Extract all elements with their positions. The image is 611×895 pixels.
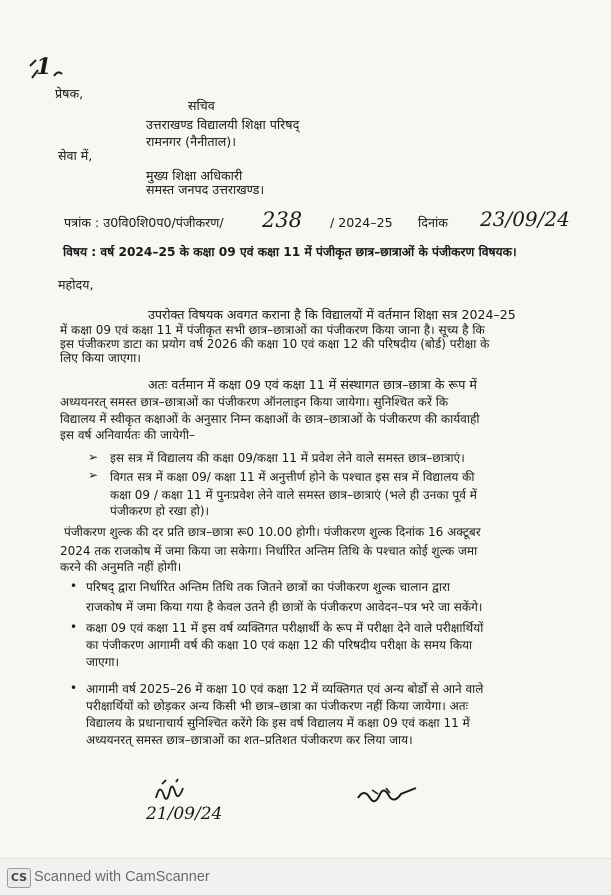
officer-signature	[352, 780, 422, 810]
arrow-item-1: इस सत्र में विद्यालय की कक्षा 09/कक्षा 11 में प्रवेश लेने वाले समस्त छात्र–छात्राएं।	[110, 451, 465, 465]
scanner-watermark-text: Scanned with CamScanner	[34, 869, 210, 885]
dot-item-1-line1: परिषद् द्वारा निर्धारित अन्तिम तिथि तक जितने छात्रों का पंजीकरण शुल्क चालान द्वारा	[86, 580, 450, 594]
recipient-district: समस्त जनपद उत्तराखण्ड।	[146, 182, 265, 197]
dot-item-3-line3: विद्यालय के प्रधानाचार्य सुनिश्चित करेंगे कि इस वर्ष विद्यालय में कक्षा 09 एवं कक्षा 11 में	[86, 716, 470, 730]
reference-year: / 2024–25	[330, 215, 393, 230]
para1-line3: इस पंजीकरण डाटा का प्रयोग वर्ष 2026 की कक्षा 10 एवं कक्षा 12 की परिषदीय (बोर्ड) परीक्षा के	[60, 337, 490, 351]
para2-line2: अध्ययनरत् समस्त छात्र–छात्राओं का पंजीकरण ऑनलाइन किया जायेगा। सुनिश्चित करें कि	[60, 395, 449, 409]
arrow-item-2-line1: विगत सत्र में कक्षा 09/ कक्षा 11 में अनुत्तीर्ण होने के पश्चात इस सत्र में विद्यालय की	[110, 470, 475, 484]
sender-label: प्रेषक,	[55, 86, 84, 101]
dot-item-3-line2: परीक्षार्थियों को छोड़कर अन्य किसी भी छात्र–छात्रा का पंजीकरण नहीं किया जायेगा। अतः	[86, 699, 469, 713]
dot-bullet-icon: •	[70, 579, 78, 593]
camscanner-logo-icon: CS	[7, 868, 31, 888]
para1-line4: लिए किया जाएगा।	[60, 351, 141, 365]
dot-item-3-line1: आगामी वर्ष 2025–26 में कक्षा 10 एवं कक्षा 12 में व्यक्तिगत एवं अन्य बोर्डों से आने वाले	[86, 682, 484, 696]
arrow-item-2-line3: पंजीकरण हो रखा हो)।	[110, 504, 210, 518]
para2-line1: अतः वर्तमान में कक्षा 09 एवं कक्षा 11 में संस्थागत छात्र–छात्रा के रूप में	[148, 377, 477, 392]
reference-number: 238	[262, 208, 303, 232]
recipient-title: मुख्य शिक्षा अधिकारी	[146, 168, 243, 183]
corner-scribble	[26, 56, 66, 86]
reference-prefix: पत्रांक : उ0वि0शि0प0/पंजीकरण/	[64, 215, 224, 230]
para2-line4: इस वर्ष अनिवार्यतः की जायेगी–	[60, 428, 195, 442]
dot-item-1-line2: राजकोष में जमा किया गया है केवल उतने ही छात्रों के पंजीकरण आवेदन–पत्र भरे जा सकेंगे।	[86, 600, 483, 614]
dot-bullet-icon: •	[70, 620, 78, 634]
recipient-label: सेवा में,	[58, 148, 93, 163]
reference-date-label: दिनांक	[418, 215, 448, 230]
dot-bullet-icon: •	[70, 681, 78, 695]
arrow-bullet-icon: ➢	[88, 450, 99, 464]
initials-date: 21/09/24	[146, 804, 223, 824]
scanner-footer	[0, 858, 611, 895]
para1-line2: में कक्षा 09 एवं कक्षा 11 में पंजीकृत सभी छात्र–छात्राओं का पंजीकरण किया जाना है। सूच्य है कि	[60, 323, 485, 337]
fee-line3: करने की अनुमति नहीं होगी।	[60, 560, 182, 574]
fee-line2: 2024 तक राजकोष में जमा किया जा सकेगा। निर्धारित अन्तिम तिथि के पश्चात कोई शुल्क जमा	[60, 544, 478, 558]
sender-title: सचिव	[188, 98, 215, 113]
corner-mark: 1	[36, 54, 52, 80]
sender-org: उत्तराखण्ड विद्यालयी शिक्षा परिषद्	[146, 117, 300, 132]
arrow-bullet-icon: ➢	[88, 468, 99, 482]
para1-line1: उपरोक्त विषयक अवगत कराना है कि विद्यालयों में वर्तमान शिक्षा सत्र 2024–25	[148, 307, 516, 322]
para2-line3: विद्यालय में स्वीकृत कक्षाओं के अनुसार निम्न कक्षाओं के छात्र–छात्राओं के पंजीकरण की कार्यवाही	[60, 412, 480, 426]
dot-item-3-line4: अध्ययनरत् समस्त छात्र–छात्राओं का शत–प्रतिशत पंजीकरण कर लिया जाय।	[86, 733, 413, 747]
reference-date: 23/09/24	[480, 207, 570, 231]
arrow-item-2-line2: कक्षा 09 / कक्षा 11 में पुनःप्रवेश लेने वाले समस्त छात्र–छात्राएं (भले ही उनका पूर्व में	[110, 488, 477, 502]
subject-line: विषय : वर्ष 2024–25 के कक्षा 09 एवं कक्षा 11 में पंजीकृत छात्र–छात्राओं के पंजीकरण विषयक।	[63, 245, 517, 259]
dot-item-2-line1: कक्षा 09 एवं कक्षा 11 में इस वर्ष व्यक्तिगत परीक्षार्थी के रूप में परीक्षा देने वाले परीक्षार्थियों	[86, 621, 484, 635]
dot-item-2-line3: जाएगा।	[86, 655, 120, 669]
dot-item-2-line2: का पंजीकरण आगामी वर्ष की कक्षा 10 एवं कक्षा 12 की परिषदीय परीक्षा के समय किया	[86, 638, 473, 652]
fee-line1: पंजीकरण शुल्क की दर प्रति छात्र–छात्रा रू0 10.00 होगी। पंजीकरण शुल्क दिनांक 16 अक्टूबर	[64, 525, 481, 539]
salutation: महोदय,	[58, 277, 94, 292]
sender-place: रामनगर (नैनीताल)।	[146, 134, 236, 149]
